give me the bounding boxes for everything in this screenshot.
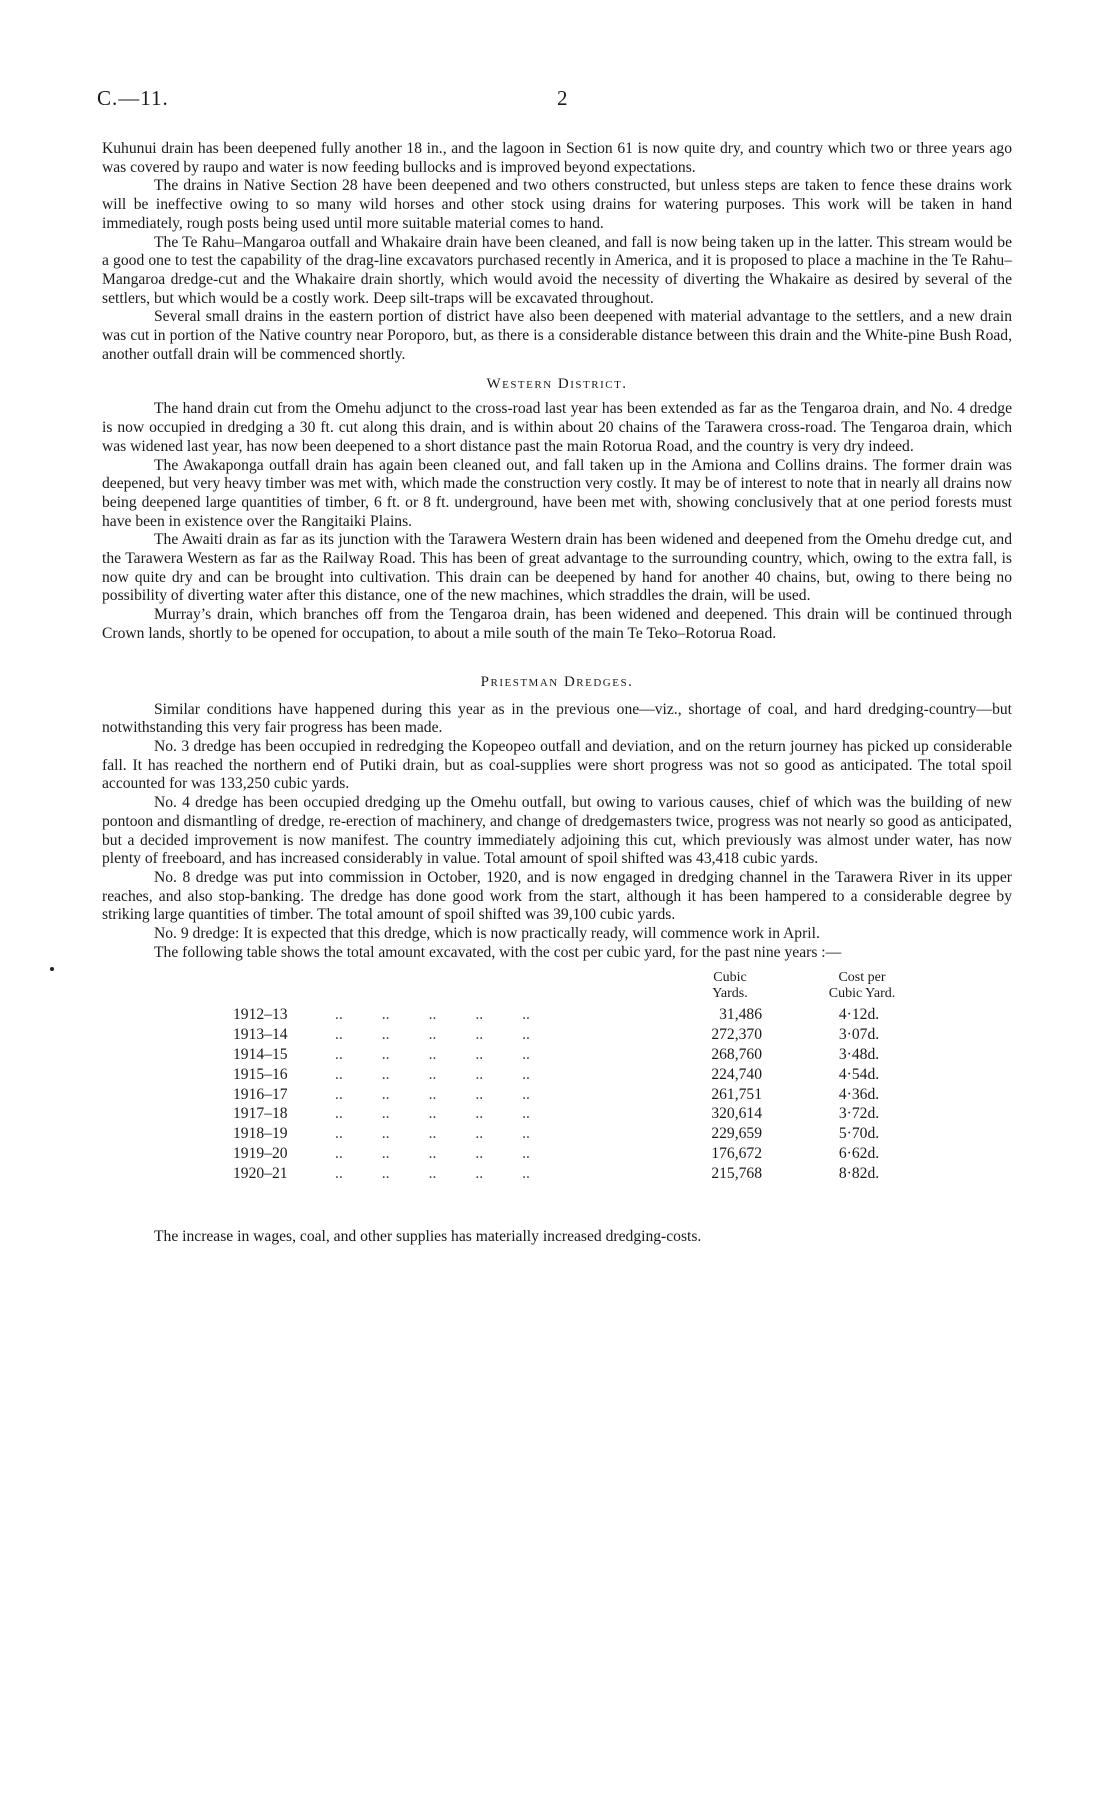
table-row (102, 1086, 1012, 1106)
column-header-cost-per-yard: Cost per Cubic Yard. (828, 970, 896, 1002)
paragraph: Murray’s drain, which branches off from the Tengaroa drain, has been widened and deepened. This drain will be continued through Crown lands, shortly to be opened for occupation, to about a mile south of the main Te Teko–Rotorua Road. (102, 606, 1012, 642)
dot-leader: .. .. .. .. .. (335, 1026, 530, 1044)
cell-year: 1918–19 (233, 1125, 288, 1143)
dot-leader: .. .. .. .. .. (335, 1046, 530, 1064)
paragraph: No. 3 dredge has been occupied in redredging the Kopeopeo outfall and deviation, and on the return journey has picked up considerable fall. It has reached the northern end of Putiki drain, but as coal-supplies were short progress was not so good as anticipated. The total spoil accounted for was 133,250 cubic yards. (102, 737, 1012, 793)
paragraph: The following table shows the total amount excavated, with the cost per cubic yard, for the past nine years :— (154, 943, 842, 961)
paragraph: The Te Rahu–Mangaroa outfall and Whakaire drain have been cleaned, and fall is now being taken up in the latter. This stream would be a good one to test the capability of the drag-line excavators purchased recently in America, and it is proposed to place a machine in the Te Rahu–Mangaroa dredge-cut and the Whakaire drain shortly, which would avoid the necessity of diverting the Whakaire as desired by several of the settlers, but which would be a costly work. Deep silt-traps will be excavated throughout. (102, 233, 1012, 307)
paragraph: The hand drain cut from the Omehu adjunct to the cross-road last year has been extended as far as the Tengaroa drain, and No. 4 dredge is now occupied in dredging a 30 ft. cut along this drain, and is within about 20 chains of the Tarawera cross-road. The Tengaroa drain, which was widened last year, has now been deepened to a short distance past the main Rotorua Road, and the country is very dry indeed. (102, 400, 1012, 455)
dot-leader: .. .. .. .. .. (335, 1006, 530, 1024)
cell-cost-per-yard: 4·12d. (838, 1006, 880, 1024)
print-speck (50, 967, 54, 971)
table-row (102, 1006, 1012, 1026)
cell-year: 1912–13 (233, 1006, 288, 1024)
paragraph: No. 4 dredge has been occupied dredging up the Omehu outfall, but owing to various causes, chief of which was the building of new pontoon and dismantling of dredge, re-erection of machinery, and change of dredgemasters twice, progress was not nearly so good as anticipated, but a decided improvement is now manifest. The country immediately adjoining this cut, which previously was almost under water, has now plenty of freeboard, and has increased considerably in value. Total amount of spoil shifted was 43,418 cubic yards. (102, 794, 1012, 868)
cell-cubic-yards: 224,740 (711, 1065, 762, 1083)
dot-leader: .. .. .. .. .. (335, 1085, 530, 1103)
cell-cost-per-yard: 4·54d. (838, 1065, 880, 1083)
dot-leader: .. .. .. .. .. (335, 1164, 530, 1182)
cell-year: 1913–14 (233, 1026, 288, 1044)
cell-year: 1916–17 (233, 1085, 288, 1103)
cell-year: 1915–16 (233, 1065, 288, 1083)
dot-leader: .. .. .. .. .. (335, 1105, 530, 1123)
paragraph: No. 9 dredge: It is expected that this dredge, which is now practically ready, will commence work in April. (154, 925, 820, 943)
page-body (102, 140, 1012, 1247)
dot-leader: .. .. .. .. .. (335, 1065, 530, 1083)
table-row (102, 1105, 1012, 1125)
cell-cubic-yards: 320,614 (711, 1105, 762, 1123)
table-row (102, 1145, 1012, 1165)
paragraph: Similar conditions have happened during this year as in the previous one—viz., shortage of coal, and hard dredging-country—but notwithstanding this very fair progress has been made. (102, 700, 1012, 737)
paragraph: Several small drains in the eastern portion of district have also been deepened with material advantage to the settlers, and a new drain was cut in portion of the Native country near Poroporo, but, as there is a considerable distance between this drain and the White-pine Bush Road, another outfall drain will be commenced shortly. (102, 308, 1012, 363)
cell-year: 1919–20 (233, 1145, 288, 1163)
paragraph: The Awakaponga outfall drain has again been cleaned out, and fall taken up in the Amiona and Collins drains. The former drain was deepened, but very heavy timber was met with, which made the construction very costly. It may be of interest to note that in nearly all drains now being deepened large quantities of timber, 6 ft. or 8 ft. underground, have been met with, showing conclusively that at one period forests must have been in existence over the Rangitaiki Plains. (102, 456, 1012, 530)
cell-cubic-yards: 261,751 (711, 1085, 762, 1103)
page-number: 2 (557, 86, 568, 110)
paragraph: Kuhunui drain has been deepened fully another 18 in., and the lagoon in Section 61 is now quite dry, and country which two or three years ago was covered by raupo and water is now feeding bullocks and is improved beyond expectations. (102, 140, 1012, 176)
cell-cost-per-yard: 8·82d. (838, 1164, 880, 1182)
cell-cost-per-yard: 4·36d. (838, 1085, 880, 1103)
cell-cost-per-yard: 6·62d. (838, 1145, 880, 1163)
cell-cost-per-yard: 5·70d. (838, 1125, 880, 1143)
paragraph: The Awaiti drain as far as its junction with the Tarawera Western drain has been widened and deepened from the Omehu dredge cut, and the Tarawera Western as far as the Railway Road. This has been of great advantage to the surrounding country, which, owing to the extra fall, is now quite dry and can be brought into cultivation. This drain can be deepened by hand for another 40 chains, but, owing to there being no possibility of diverting water after this distance, one of the new machines, which straddles the drain, will be used. (102, 531, 1012, 605)
paragraph: No. 8 dredge was put into commission in October, 1920, and is now engaged in dredging channel in the Tarawera River in its upper reaches, and also stop-banking. The dredge has done good work from the start, although it has been hampered to a considerable degree by striking large quantities of timber. The total amount of spoil shifted was 39,100 cubic yards. (102, 868, 1012, 924)
cell-cost-per-yard: 3·48d. (838, 1046, 880, 1064)
cell-cubic-yards: 176,672 (711, 1145, 762, 1163)
section-heading: Priestman Dredges. (480, 673, 634, 690)
excavation-table (102, 970, 1012, 1228)
cell-cubic-yards: 215,768 (711, 1164, 762, 1182)
section-heading: Western District. (486, 376, 628, 393)
cell-cost-per-yard: 3·72d. (838, 1105, 880, 1123)
cell-cubic-yards: 31,486 (719, 1006, 762, 1024)
dot-leader: .. .. .. .. .. (335, 1125, 530, 1143)
cell-year: 1920–21 (233, 1164, 288, 1182)
dot-leader: .. .. .. .. .. (335, 1145, 530, 1163)
cell-year: 1914–15 (233, 1046, 288, 1064)
cell-year: 1917–18 (233, 1105, 288, 1123)
cell-cubic-yards: 268,760 (711, 1046, 762, 1064)
column-header-cubic-yards: Cubic Yards. (712, 970, 748, 1002)
paragraph: The drains in Native Section 28 have been deepened and two others constructed, but unless steps are taken to fence these drains work will be ineffective owing to so many wild horses and other stock using drains for watering purposes. This work will be taken in hand immediately, rough posts being used until more suitable material comes to hand. (102, 177, 1012, 232)
document-reference: C.—11. (97, 86, 169, 110)
table-row (102, 1046, 1012, 1066)
cell-cubic-yards: 229,659 (711, 1125, 762, 1143)
table-row (102, 1125, 1012, 1145)
table-row (102, 1165, 1012, 1185)
table-row (102, 1066, 1012, 1086)
table-row (102, 1026, 1012, 1046)
cell-cost-per-yard: 3·07d. (838, 1026, 880, 1044)
closing-paragraph: The increase in wages, coal, and other supplies has materially increased dredging-costs. (154, 1228, 702, 1246)
cell-cubic-yards: 272,370 (711, 1026, 762, 1044)
page-header (97, 86, 1017, 116)
